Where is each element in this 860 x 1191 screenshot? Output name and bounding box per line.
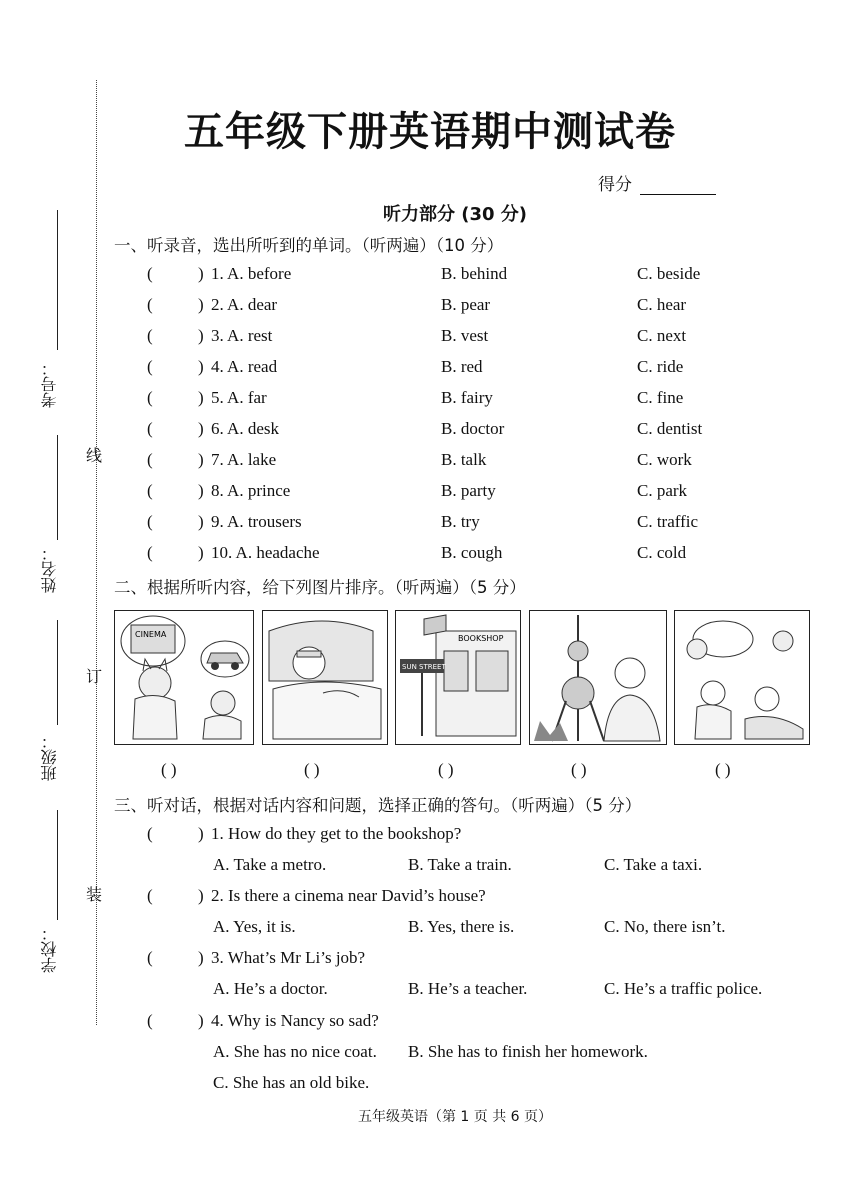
- word-option-c: C. hear: [637, 295, 687, 314]
- answer-paren-open[interactable]: (: [147, 388, 153, 407]
- answer-paren-close: ): [198, 357, 204, 376]
- dialog-option-a: A. She has no nice coat.: [213, 1042, 377, 1061]
- word-option-c: C. park: [637, 481, 688, 500]
- word-option-c: C. next: [637, 326, 687, 345]
- picture-1: [114, 610, 254, 745]
- answer-paren-close: ): [198, 512, 204, 531]
- answer-paren-open[interactable]: (: [147, 543, 153, 562]
- answer-paren-close: ): [198, 295, 204, 314]
- bookshop-sign: BOOKSHOP: [458, 634, 504, 643]
- cinema-cat-phone-picture: [115, 611, 253, 744]
- dialog-question: 4. Why is Nancy so sad?: [211, 1011, 379, 1030]
- answer-paren-close: ): [198, 948, 204, 967]
- answer-paren-close: ): [198, 326, 204, 345]
- answer-paren-close: ): [198, 543, 204, 562]
- dialog-question: 2. Is there a cinema near David’s house?: [211, 886, 486, 905]
- answer-paren-close: ): [198, 450, 204, 469]
- class-line: [57, 620, 58, 725]
- answer-paren-open[interactable]: (: [147, 450, 153, 469]
- answer-paren-close: ): [198, 419, 204, 438]
- picture-4: [529, 610, 667, 745]
- score-field: [598, 170, 716, 195]
- answer-paren-open[interactable]: (: [147, 1011, 153, 1030]
- word-option-a: 1. A. before: [211, 264, 292, 283]
- answer-paren-open[interactable]: (: [147, 295, 153, 314]
- dialog-option-b: B. He’s a teacher.: [408, 979, 528, 998]
- word-option-a: 5. A. far: [211, 388, 267, 407]
- name-label: 姓名：: [40, 545, 59, 593]
- school-line: [57, 810, 58, 920]
- answer-paren-close: ): [198, 264, 204, 283]
- cinema-sign: CINEMA: [135, 630, 167, 639]
- word-option-b: B. talk: [441, 450, 487, 469]
- word-option-b: B. party: [441, 481, 496, 500]
- binding-char-line: 线: [86, 446, 103, 465]
- word-option-a: 7. A. lake: [211, 450, 277, 469]
- score-label: 得分: [598, 175, 632, 195]
- answer-paren-close: ): [198, 886, 204, 905]
- dialog-question: 3. What’s Mr Li’s job?: [211, 948, 366, 967]
- picture-4-answer[interactable]: ( ): [571, 760, 587, 779]
- word-option-b: B. pear: [441, 295, 491, 314]
- word-option-c: C. beside: [637, 264, 701, 283]
- section-2-heading: 二、根据所听内容，给下列图片排序。（听两遍）（5 分）: [114, 578, 526, 597]
- name-line: [57, 435, 58, 540]
- picture-2-answer[interactable]: ( ): [304, 760, 320, 779]
- school-label: 学校：: [40, 925, 59, 973]
- answer-paren-open[interactable]: (: [147, 481, 153, 500]
- word-option-c: C. cold: [637, 543, 687, 562]
- word-option-a: 10. A. headache: [211, 543, 320, 562]
- dialog-option-c: C. He’s a traffic police.: [604, 979, 763, 998]
- exam-no-line: [57, 210, 58, 350]
- answer-paren-open[interactable]: (: [147, 326, 153, 345]
- dialog-option-a: A. Take a metro.: [213, 855, 327, 874]
- binding-char-order: 订: [86, 667, 103, 686]
- binding-char-bind: 装: [86, 885, 103, 904]
- word-option-c: C. fine: [637, 388, 684, 407]
- dentist-picture: [675, 611, 809, 744]
- answer-paren-close: ): [198, 481, 204, 500]
- dialog-option-a: A. He’s a doctor.: [213, 979, 328, 998]
- picture-5: [674, 610, 810, 745]
- bookshop-street-picture: [396, 611, 520, 744]
- street-sign: SUN STREET: [402, 663, 446, 671]
- picture-3-answer[interactable]: ( ): [438, 760, 454, 779]
- picture-2: [262, 610, 388, 745]
- dialog-question: 1. How do they get to the bookshop?: [211, 824, 462, 843]
- word-option-b: B. try: [441, 512, 480, 531]
- word-option-a: 6. A. desk: [211, 419, 279, 438]
- word-option-c: C. work: [637, 450, 692, 469]
- answer-paren-close: ): [198, 388, 204, 407]
- answer-paren-open[interactable]: (: [147, 948, 153, 967]
- word-option-c: C. ride: [637, 357, 684, 376]
- answer-paren-open[interactable]: (: [147, 824, 153, 843]
- answer-paren-open[interactable]: (: [147, 886, 153, 905]
- answer-paren-close: ): [198, 824, 204, 843]
- dialog-option-b: B. Take a train.: [408, 855, 512, 874]
- word-option-b: B. cough: [441, 543, 503, 562]
- word-option-c: C. dentist: [637, 419, 703, 438]
- answer-paren-open[interactable]: (: [147, 419, 153, 438]
- score-blank[interactable]: [640, 176, 716, 195]
- answer-paren-open[interactable]: (: [147, 512, 153, 531]
- class-label: 班级：: [40, 733, 59, 781]
- exam-no-label: 考号：: [40, 360, 59, 408]
- word-option-a: 4. A. read: [211, 357, 278, 376]
- sick-boy-in-bed-picture: [263, 611, 387, 744]
- dialog-option-b: B. She has to finish her homework.: [408, 1042, 648, 1061]
- picture-1-answer[interactable]: ( ): [161, 760, 177, 779]
- word-option-a: 9. A. trousers: [211, 512, 302, 531]
- picture-5-answer[interactable]: ( ): [715, 760, 731, 779]
- picture-3: [395, 610, 521, 745]
- section-3-heading: 三、听对话，根据对话内容和问题，选择正确的答句。（听两遍）（5 分）: [114, 796, 642, 815]
- dialog-option-a: A. Yes, it is.: [213, 917, 296, 936]
- page-footer: 五年级英语（第 1 页 共 6 页）: [357, 1109, 553, 1125]
- tv-tower-man-picture: [530, 611, 666, 744]
- word-option-b: B. vest: [441, 326, 489, 345]
- answer-paren-open[interactable]: (: [147, 357, 153, 376]
- word-option-a: 8. A. prince: [211, 481, 291, 500]
- word-option-b: B. fairy: [441, 388, 493, 407]
- word-option-b: B. behind: [441, 264, 508, 283]
- answer-paren-open[interactable]: (: [147, 264, 153, 283]
- dialog-option-c: C. Take a taxi.: [604, 855, 703, 874]
- word-option-c: C. traffic: [637, 512, 699, 531]
- section-1-heading: 一、听录音，选出所听到的单词。（听两遍）（10 分）: [114, 236, 504, 255]
- page-title: 五年级下册英语期中测试卷: [184, 109, 676, 155]
- dialog-option-c: C. She has an old bike.: [213, 1073, 370, 1092]
- answer-paren-close: ): [198, 1011, 204, 1030]
- word-option-a: 2. A. dear: [211, 295, 278, 314]
- dialog-option-c: C. No, there isn’t.: [604, 917, 726, 936]
- dialog-option-b: B. Yes, there is.: [408, 917, 515, 936]
- word-option-b: B. doctor: [441, 419, 505, 438]
- word-option-a: 3. A. rest: [211, 326, 273, 345]
- part-title: 听力部分 (30 分): [382, 204, 528, 225]
- word-option-b: B. red: [441, 357, 483, 376]
